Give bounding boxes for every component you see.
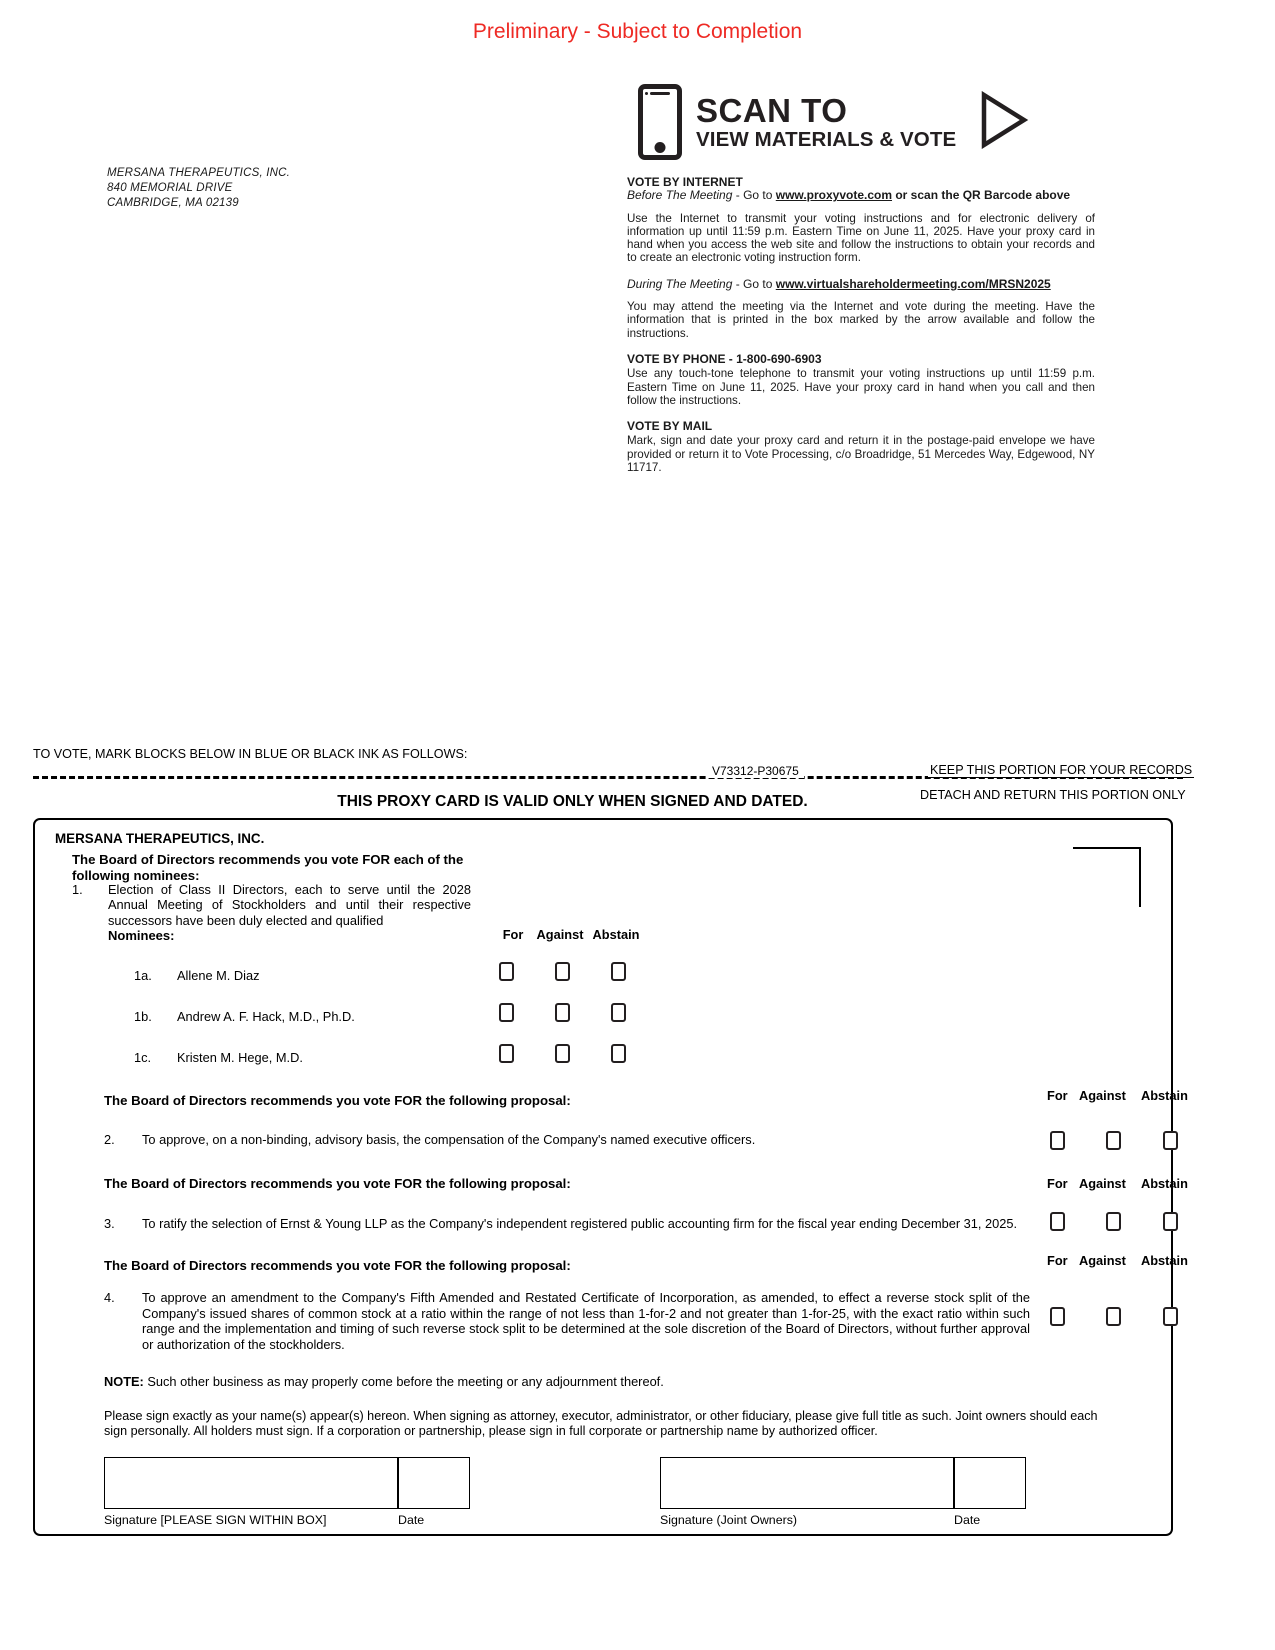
during-meeting-goto: - Go to [732, 276, 776, 291]
signature-label-joint: Signature (Joint Owners) [660, 1513, 798, 1527]
phone-instructions-body: Use any touch-tone telephone to transmit your voting instructions up until 11:59 p.m. Eastern Time on June 11, 2025. Have your proxy card in hand when you call and then follow the instructions. [627, 367, 1095, 407]
nominee-name-1b: Andrew A. F. Hack, M.D., Ph.D. [177, 1009, 355, 1024]
column-header-against: Against [536, 927, 584, 942]
p4-column-header-for: For [1047, 1253, 1068, 1268]
during-meeting-instructions-body: You may attend the meeting via the Internet and vote during the meeting. Have the information that is printed in the box marked by the arrow available and follow the instructions. [627, 300, 1095, 340]
date-field-primary[interactable] [398, 1457, 470, 1509]
signature-field-joint[interactable] [660, 1457, 954, 1509]
proposal-3-number: 3. [104, 1216, 115, 1231]
virtual-meeting-url-link[interactable]: www.virtualshareholdermeeting.com/MRSN2025 [775, 276, 1051, 291]
nominee-1a-for-checkbox[interactable] [499, 962, 514, 981]
nominee-index-1b: 1b. [134, 1009, 152, 1024]
signature-label-primary: Signature [PLEASE SIGN WITHIN BOX] [104, 1513, 327, 1527]
during-the-meeting-label: During The Meeting [627, 276, 733, 291]
date-label-joint: Date [954, 1513, 981, 1527]
proxy-valid-notice: THIS PROXY CARD IS VALID ONLY WHEN SIGNED AND DATED. [337, 793, 808, 810]
p3-column-header-against: Against [1079, 1176, 1126, 1191]
mailing-address-block [107, 166, 290, 212]
note-text: Such other business as may properly come before the meeting or any adjournment thereof. [143, 1374, 664, 1389]
recommendation-heading-proposal-2: The Board of Directors recommends you vote FOR the following proposal: [104, 1093, 571, 1108]
note-label: NOTE: [104, 1374, 144, 1389]
vote-instructions-panel [627, 176, 1095, 474]
address-line-1: MERSANA THERAPEUTICS, INC. [107, 167, 291, 179]
nominee-1c-vote-boxes [499, 1044, 626, 1063]
nominee-1c-abstain-checkbox[interactable] [611, 1044, 626, 1063]
proposal-4-for-checkbox[interactable] [1050, 1307, 1065, 1326]
address-window-bracket [1073, 847, 1141, 907]
preliminary-banner: Preliminary - Subject to Completion [472, 20, 803, 43]
nominee-1c-for-checkbox[interactable] [499, 1044, 514, 1063]
proposal-2-text: To approve, on a non-binding, advisory basis, the compensation of the Company's named executive officers. [142, 1132, 756, 1147]
p3-column-header-abstain: Abstain [1141, 1176, 1188, 1191]
p2-column-header-against: Against [1079, 1088, 1126, 1103]
detach-portion-label: DETACH AND RETURN THIS PORTION ONLY [920, 788, 1186, 802]
nominee-index-1a: 1a. [134, 968, 152, 983]
proxy-card [33, 818, 1188, 1536]
nominee-1a-against-checkbox[interactable] [555, 962, 570, 981]
nominee-1c-against-checkbox[interactable] [555, 1044, 570, 1063]
proposal-4-number: 4. [104, 1290, 115, 1305]
recommendation-heading-proposal-4: The Board of Directors recommends you vote FOR the following proposal: [104, 1258, 571, 1273]
before-the-meeting-label: Before The Meeting [627, 188, 733, 203]
p4-column-header-abstain: Abstain [1141, 1253, 1188, 1268]
mark-blocks-instruction: TO VOTE, MARK BLOCKS BELOW IN BLUE OR BLACK INK AS FOLLOWS: [33, 747, 468, 761]
proposal-3-abstain-checkbox[interactable] [1163, 1212, 1178, 1231]
scan-to-logo-text [696, 91, 957, 151]
nominee-1a-abstain-checkbox[interactable] [611, 962, 626, 981]
proposal-3-against-checkbox[interactable] [1106, 1212, 1121, 1231]
nominee-1b-for-checkbox[interactable] [499, 1003, 514, 1022]
signature-field-primary[interactable] [104, 1457, 398, 1509]
proposal-4-text: To approve an amendment to the Company's Fifth Amended and Restated Certificate of Incorporation, as amended, to effect a reverse stock split of the Company's issued shares of common stock at a ratio within the range of not less than 1-for-2 and not greater than 1-for-25, with the exact ratio within such range and the implementation and timing of such reverse stock split to be determined at the sole discretion of the Board of Directors, without further approval or authorization of the stockholders. [142, 1290, 1030, 1352]
proposal-2-number: 2. [104, 1132, 115, 1147]
proposal-2-against-checkbox[interactable] [1106, 1131, 1121, 1150]
before-meeting-suffix: or scan the QR Barcode above [892, 188, 1071, 203]
before-the-meeting-line [627, 189, 1095, 202]
vote-by-internet-heading: VOTE BY INTERNET [627, 175, 743, 189]
signature-instructions: Please sign exactly as your name(s) appear(s) hereon. When signing as attorney, executor, administrator, or other fiduciary, please give full title as such. Joint owners should each sign personally. All holders must sign. If a corporation or partnership, please sign in full corporate or partnership name by authorized officer. [104, 1409, 1098, 1439]
keep-portion-label: KEEP THIS PORTION FOR YOUR RECORDS [930, 763, 1193, 777]
proposal-2-abstain-checkbox[interactable] [1163, 1131, 1178, 1150]
scan-to-heading: SCAN TO [696, 91, 848, 129]
triangle-arrow-icon [978, 91, 1030, 154]
nominee-1b-against-checkbox[interactable] [555, 1003, 570, 1022]
view-materials-vote-subheading: VIEW MATERIALS & VOTE [696, 127, 957, 151]
nominee-1b-vote-boxes [499, 1003, 626, 1022]
phone-camera-dot-icon [645, 92, 648, 95]
vote-by-phone-heading: VOTE BY PHONE - 1-800-690-6903 [627, 351, 822, 366]
nominee-index-1c: 1c. [134, 1050, 152, 1065]
recommendation-nominees-heading: The Board of Directors recommends you vote FOR each of the following nominees: [72, 852, 464, 883]
proposal-1-text: Election of Class II Directors, each to serve until the 2028 Annual Meeting of Stockholders and until their respective successors have been duly elected and qualified [108, 882, 471, 928]
proposal-3-for-checkbox[interactable] [1050, 1212, 1065, 1231]
address-line-2: 840 MEMORIAL DRIVE [107, 182, 233, 195]
proxyvote-url-link[interactable]: www.proxyvote.com [775, 188, 893, 203]
nominee-1b-abstain-checkbox[interactable] [611, 1003, 626, 1022]
proposal-4-against-checkbox[interactable] [1106, 1307, 1121, 1326]
date-label-primary: Date [398, 1513, 425, 1527]
p3-column-header-for: For [1047, 1176, 1068, 1191]
recommendation-heading-proposal-3: The Board of Directors recommends you vote FOR the following proposal: [104, 1176, 571, 1191]
proposal-2-for-checkbox[interactable] [1050, 1131, 1065, 1150]
before-meeting-goto: - Go to [732, 188, 776, 203]
address-line-3: CAMBRIDGE, MA 02139 [107, 197, 239, 210]
card-company-name: MERSANA THERAPEUTICS, INC. [55, 831, 265, 846]
proposal-4-abstain-checkbox[interactable] [1163, 1307, 1178, 1326]
proposal-3-text: To ratify the selection of Ernst & Young LLP as the Company's independent registered public accounting firm for the fiscal year ending December 31, 2025. [142, 1216, 1018, 1231]
column-header-abstain: Abstain [592, 927, 640, 942]
internet-instructions-body: Use the Internet to transmit your voting instructions and for electronic delivery of information up until 11:59 p.m. Eastern Time on June 11, 2025. Have your proxy card in hand when you access the web site and follow the instructions to obtain your records and to create an electronic voting instruction form. [627, 211, 1095, 265]
nominees-label: Nominees: [108, 928, 175, 943]
nominee-name-1a: Allene M. Diaz [177, 968, 260, 983]
p2-column-header-abstain: Abstain [1141, 1088, 1188, 1103]
p2-column-header-for: For [1047, 1088, 1068, 1103]
column-header-for: For [502, 927, 524, 942]
during-the-meeting-line [627, 278, 1095, 291]
smartphone-icon [638, 84, 682, 160]
nominee-column-headers [494, 927, 644, 942]
date-field-joint[interactable] [954, 1457, 1026, 1509]
other-business-note [104, 1374, 1104, 1389]
control-number: V73312-P30675 [707, 764, 804, 778]
nominee-name-1c: Kristen M. Hege, M.D. [177, 1050, 303, 1065]
nominee-1a-vote-boxes [499, 962, 626, 981]
proposal-1-number: 1. [72, 882, 83, 897]
vote-by-mail-heading: VOTE BY MAIL [627, 419, 713, 434]
p4-column-header-against: Against [1079, 1253, 1126, 1268]
scan-to-vote-logo [638, 84, 1030, 160]
mail-instructions-body: Mark, sign and date your proxy card and return it in the postage-paid envelope we have provided or return it to Vote Processing, c/o Broadridge, 51 Mercedes Way, Edgewood, NY 11717. [627, 434, 1095, 475]
